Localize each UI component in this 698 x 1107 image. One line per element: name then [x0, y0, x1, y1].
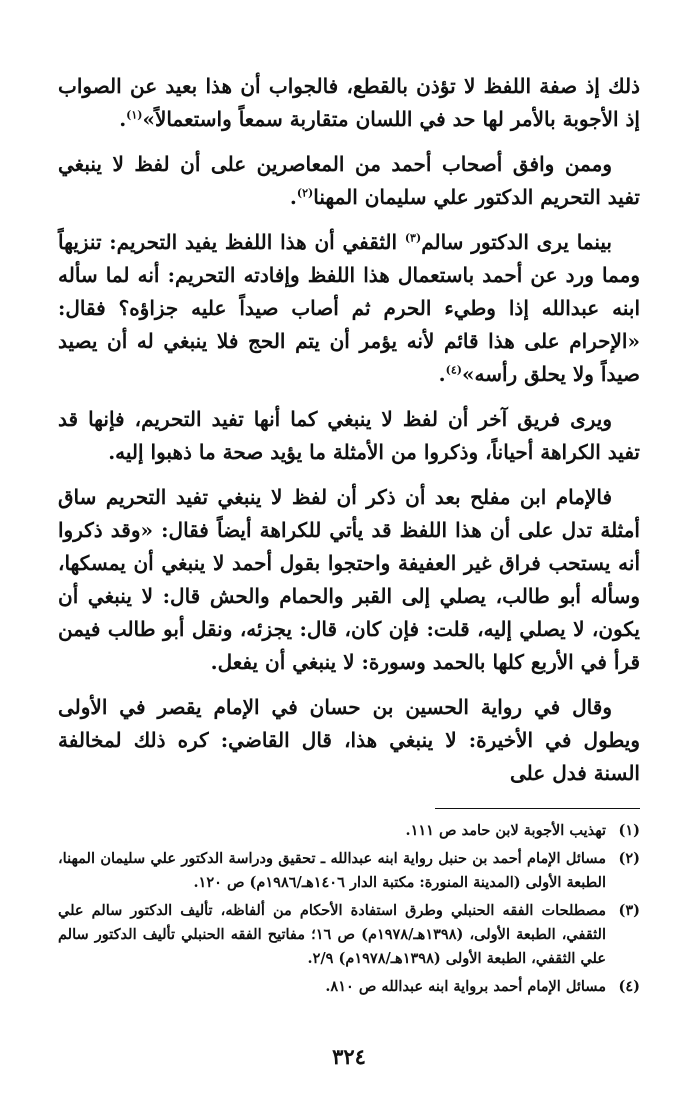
- footnote-text: مصطلحات الفقه الحنبلي وطرق استفادة الأحكام من ألفاظه، تأليف الدكتور سالم علي الثقفي، الطبعة الأولى، (١٣٩٨هـ/١٩٧٨م) ص ١٦؛ مفاتيح الفقه الحنبلي تأليف الدكتور سالم علي الثقفي، الطبعة الأولى (١٣٩٨هـ/١٩٧٨م) ٢/٩.: [58, 902, 606, 967]
- paragraph-5: [58, 481, 640, 679]
- paragraph-text: بينما يرى الدكتور سالم: [421, 230, 612, 254]
- page-number: ٣٢٤: [332, 1044, 366, 1069]
- paragraph-tail: .: [289, 185, 297, 209]
- footnote-ref: (٤): [445, 363, 462, 377]
- footnote: [58, 847, 640, 895]
- footnotes: [58, 819, 640, 999]
- footnote-number: (١): [618, 822, 640, 839]
- paragraph-3: [58, 226, 640, 391]
- footnote-text: مسائل الإمام أحمد برواية ابنه عبدالله ص ٨١٠.: [325, 978, 606, 995]
- footnote-ref: (١): [126, 108, 143, 122]
- paragraph-6: [58, 691, 640, 790]
- footnote: [58, 975, 640, 999]
- paragraph-text: الثقفي أن هذا اللفظ يفيد التحريم: تنزيهاً ومما ورد عن أحمد باستعمال هذا اللفظ وإفادته التحريم: أنه لما سأله ابنه عبدالله إذا وطيء الحرم ثم أصاب صيداً عليه جزاؤه؟ فقال: «الإحرام على هذا قائم لأنه يؤمر أن يتم الحج فلا ينبغي له أن يصيد صيداً ولا يحلق رأسه»: [58, 230, 641, 386]
- paragraph-text: وقال في رواية الحسين بن حسان في الإمام يقصر في الأولى ويطول في الأخيرة: لا ينبغي هذا، قال القاضي: كره ذلك لمخالفة السنة فدل على: [58, 695, 640, 785]
- paragraph-tail: .: [119, 107, 127, 131]
- paragraph-text: وممن وافق أصحاب أحمد من المعاصرين على أن لفظ لا ينبغي تفيد التحريم الدكتور علي سليمان المهنا: [58, 152, 640, 209]
- paragraph-text: ذلك إذ صفة اللفظ لا تؤذن بالقطع، فالجواب أن هذا بعيد عن الصواب إذ الأجوبة بالأمر لها حد في اللسان متقاربة سمعاً واستعمالاً»: [58, 74, 640, 131]
- footnote-number: (٣): [618, 902, 640, 919]
- footnote-text: تهذيب الأجوبة لابن حامد ص ١١١.: [405, 822, 606, 839]
- paragraph-4: [58, 403, 640, 469]
- main-text: [58, 70, 640, 790]
- footnote: [58, 819, 640, 843]
- paragraph-text: ويرى فريق آخر أن لفظ لا ينبغي كما أنها تفيد التحريم، فإنها قد تفيد الكراهة أحياناً، وذكروا من الأمثلة ما يؤيد صحة ما ذهبوا إليه.: [58, 407, 640, 464]
- footnote-number: (٤): [618, 978, 640, 995]
- footnote-divider: [435, 808, 640, 809]
- footnote-number: (٢): [618, 850, 640, 867]
- paragraph-text: فالإمام ابن مفلح بعد أن ذكر أن لفظ لا ينبغي تفيد التحريم ساق أمثلة تدل على أن هذا اللفظ قد يأتي للكراهة أيضاً فقال: «وقد ذكروا أنه يستحب فراق غير العفيفة واحتجوا بقول أحمد لا ينبغي أن يمسكها، وسأله أبو طالب، يصلي إلى القبر والحمام والحش قال: لا ينبغي أن يكون، لا يصلي إليه، قلت: فإن كان، قال: يجزئه، ونقل أبو طالب فيمن قرأ في الأربع كلها بالحمد وسورة: لا ينبغي أن يفعل.: [58, 485, 640, 674]
- paragraph-1: [58, 70, 640, 136]
- footnote-ref: (٢): [296, 186, 314, 200]
- footnote-ref: (٣): [404, 231, 422, 245]
- paragraph-tail: .: [438, 362, 446, 386]
- footnote-text: مسائل الإمام أحمد بن حنبل رواية ابنه عبدالله ـ تحقيق ودراسة الدكتور علي سليمان المهنا، الطبعة الأولى (المدينة المنورة: مكتبة الدار ١٤٠٦هـ/١٩٨٦م) ص ١٢٠.: [58, 850, 606, 891]
- paragraph-2: [58, 148, 640, 214]
- footnote: [58, 899, 640, 971]
